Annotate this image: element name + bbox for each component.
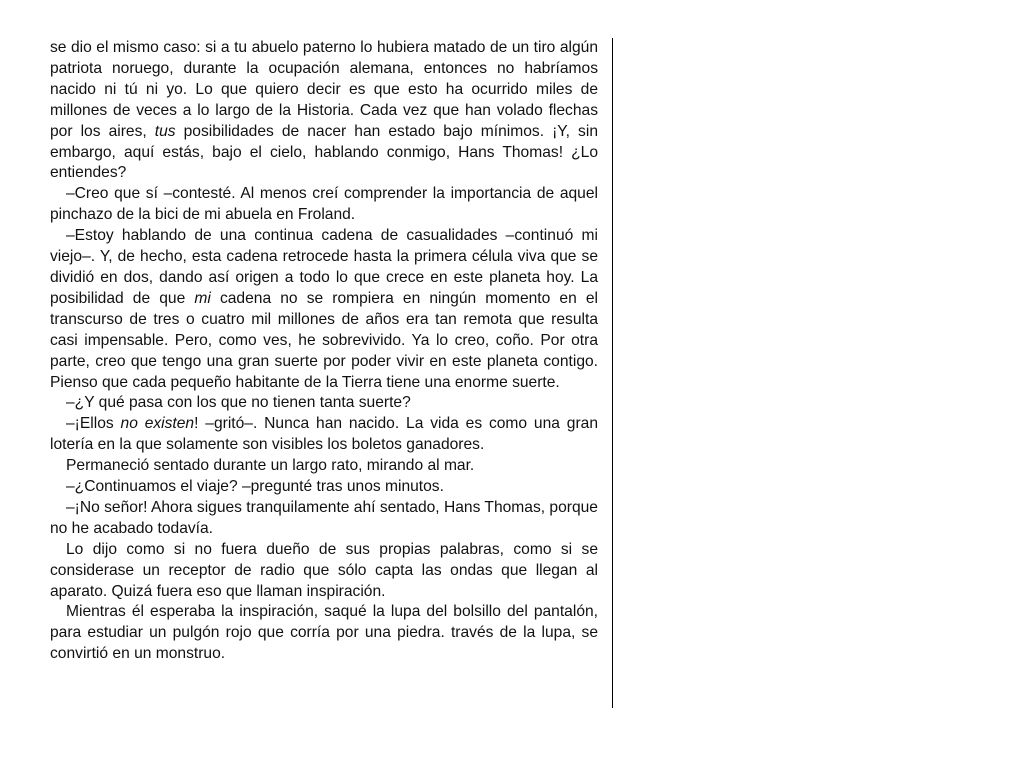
emphasis-text: tus	[154, 122, 176, 140]
emphasis-text: no existen	[120, 415, 195, 433]
paragraph	[50, 456, 598, 477]
text-run: –¿Y qué pasa con los que no tienen tanta suerte?	[66, 394, 411, 412]
column-divider-line	[612, 38, 613, 708]
paragraph	[50, 184, 598, 226]
text-run: –¡Ellos	[66, 415, 121, 433]
text-run: posibilidades de nacer han estado bajo mínimos. ¡Y, sin embargo, aquí estás, bajo el cielo, hablando conmigo, Hans Thomas! ¿Lo entiendes?	[50, 122, 598, 182]
paragraph	[50, 540, 598, 603]
text-run: –¡No señor! Ahora sigues tranquilamente ahí sentado, Hans Thomas, porque no he acabado todavía.	[50, 498, 598, 537]
paragraph	[50, 498, 598, 540]
text-run: –¿Continuamos el viaje? –pregunté tras unos minutos.	[66, 478, 444, 496]
text-run: ! –gritó–. Nunca han nacido. La vida es como una gran lotería en la que solamente son visibles los boletos ganadores.	[50, 415, 599, 454]
text-run: Mientras él esperaba la inspiración, saqué la lupa del bolsillo del pantalón, para estudiar un pulgón rojo que corría por una piedra. través de la lupa, se convirtió en un monstruo.	[50, 603, 598, 663]
text-run: –Estoy hablando de una continua cadena de casualidades –continuó mi viejo–. Y, de hecho, esta cadena retrocede hasta la primera célula viva que se dividió en dos, dando así origen a todo lo que crece en este planeta hoy. La posibilidad de que	[50, 227, 598, 307]
text-run: cadena no se rompiera en ningún momento en el transcurso de tres o cuatro mil millones de años era tan remota que resulta casi impensable. Pero, como ves, he sobrevivido. Ya lo creo, coño. Por otra parte, creo que tengo una gran suerte por poder vivir en este planeta contigo. Pienso que cada pequeño habitante de la Tierra tiene una enorme suerte.	[50, 289, 598, 391]
text-run: –Creo que sí –contesté. Al menos creí comprender la importancia de aquel pinchazo de la bici de mi abuela en Froland.	[50, 185, 598, 224]
paragraph	[50, 414, 598, 456]
paragraph	[50, 226, 598, 393]
body-text-column	[50, 38, 598, 665]
emphasis-text: mi	[194, 289, 211, 307]
paragraph	[50, 602, 598, 665]
text-run: Permaneció sentado durante un largo rato, mirando al mar.	[66, 457, 475, 475]
text-run: se dio el mismo caso: si a tu abuelo paterno lo hubiera matado de un tiro algún patriota noruego, durante la ocupación alemana, entonces no habríamos nacido ni tú ni yo. Lo que quiero decir es que esto ha ocurrido miles de millones de veces a lo largo de la Historia. Cada vez que han volado flechas por los aires,	[50, 39, 598, 140]
paragraph	[50, 393, 598, 414]
paragraph	[50, 38, 598, 184]
text-run: Lo dijo como si no fuera dueño de sus propias palabras, como si se considerase un receptor de radio que sólo capta las ondas que llegan al aparato. Quizá fuera eso que llaman inspiración.	[50, 540, 598, 600]
paragraph	[50, 477, 598, 498]
